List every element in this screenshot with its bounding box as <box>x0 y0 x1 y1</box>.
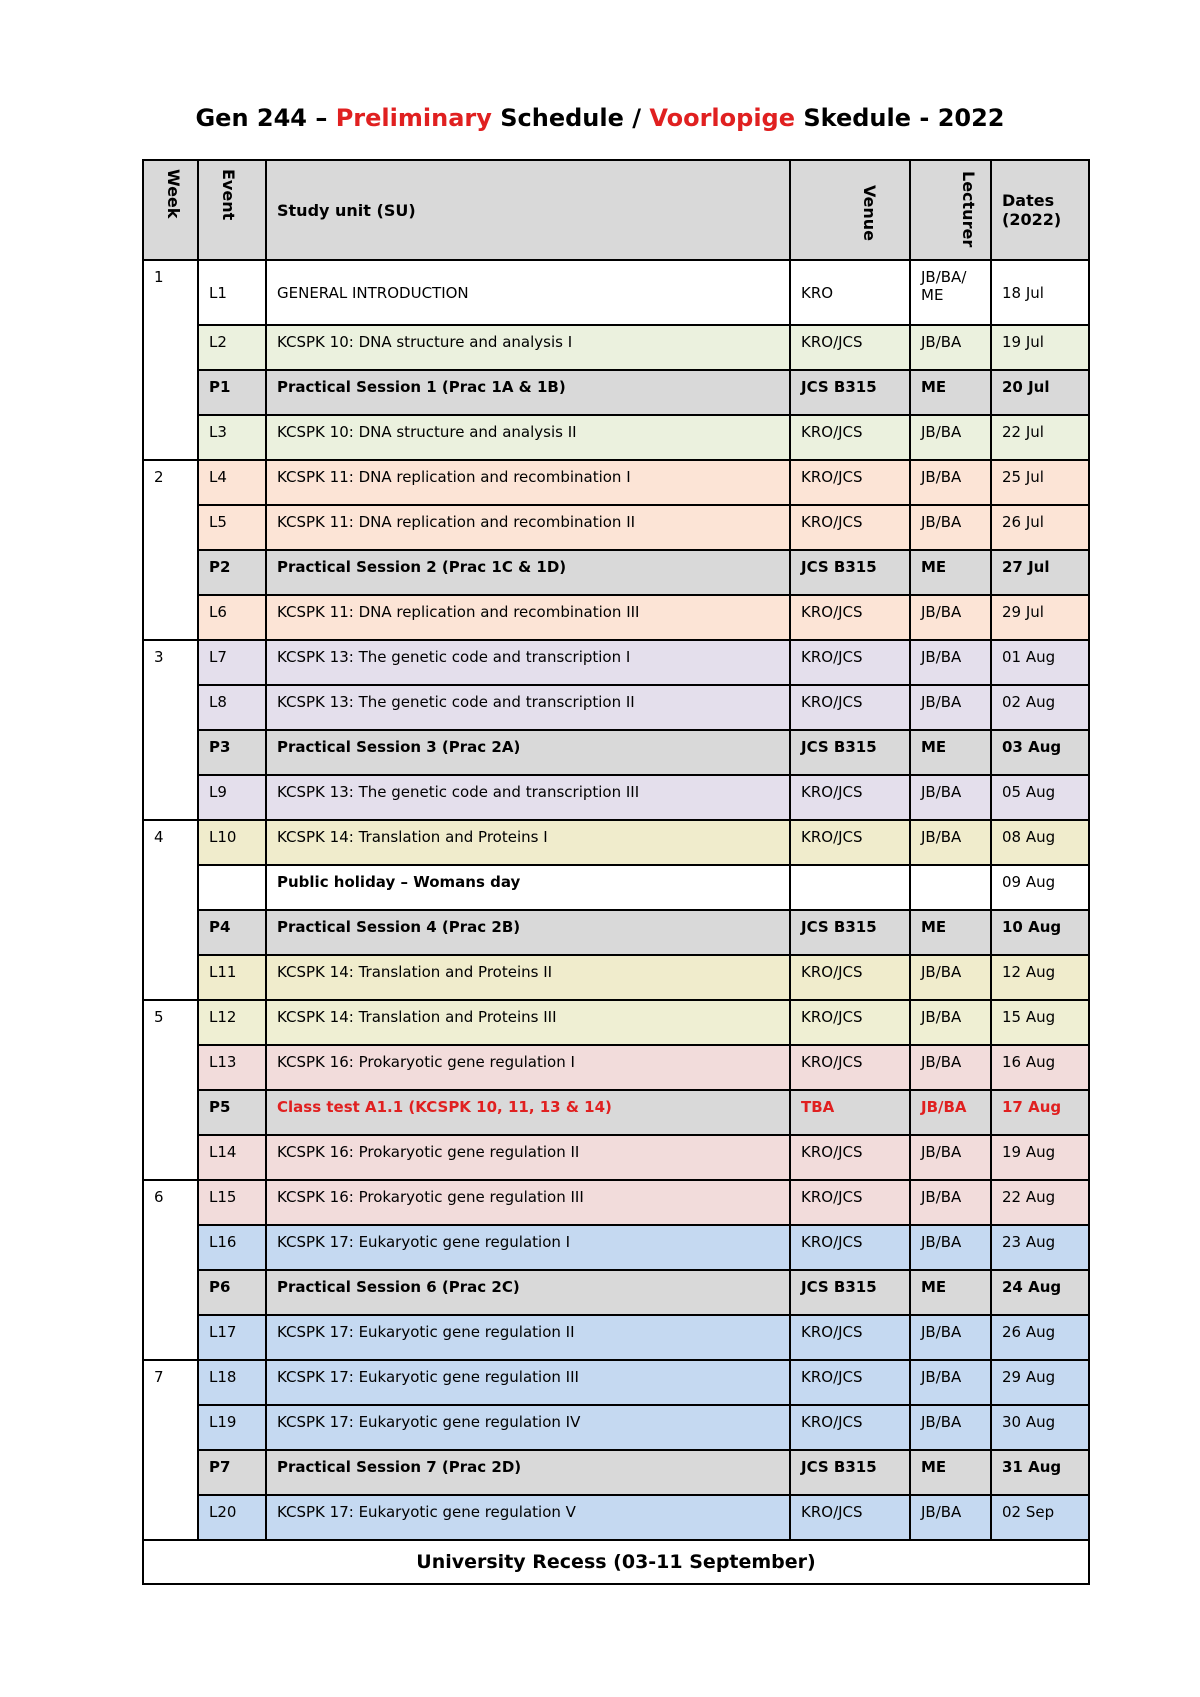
unit-cell: Practical Session 3 (Prac 2A) <box>266 730 790 775</box>
header-row <box>143 160 1089 260</box>
date-cell: 12 Aug <box>991 955 1089 1000</box>
event-cell: L14 <box>198 1135 266 1180</box>
unit-cell: Public holiday – Womans day <box>266 865 790 910</box>
unit-cell: Practical Session 4 (Prac 2B) <box>266 910 790 955</box>
unit-cell: KCSPK 17: Eukaryotic gene regulation I <box>266 1225 790 1270</box>
unit-cell: Class test A1.1 (KCSPK 10, 11, 13 & 14) <box>266 1090 790 1135</box>
event-cell: P1 <box>198 370 266 415</box>
week-cell: 1 <box>143 260 198 460</box>
lecturer-cell: JB/BA <box>910 775 991 820</box>
venue-cell: KRO/JCS <box>790 685 910 730</box>
venue-cell: KRO/JCS <box>790 1180 910 1225</box>
lecturer-cell: JB/BA <box>910 640 991 685</box>
venue-cell: JCS B315 <box>790 370 910 415</box>
event-cell: L13 <box>198 1045 266 1090</box>
table-row <box>143 865 1089 910</box>
date-cell: 22 Jul <box>991 415 1089 460</box>
unit-cell: KCSPK 10: DNA structure and analysis II <box>266 415 790 460</box>
venue-cell: JCS B315 <box>790 730 910 775</box>
lecturer-cell: JB/BA <box>910 1315 991 1360</box>
venue-cell: KRO/JCS <box>790 640 910 685</box>
event-cell: P3 <box>198 730 266 775</box>
date-cell: 10 Aug <box>991 910 1089 955</box>
schedule-table <box>142 159 1090 1585</box>
unit-cell: KCSPK 16: Prokaryotic gene regulation I <box>266 1045 790 1090</box>
unit-cell: KCSPK 16: Prokaryotic gene regulation II <box>266 1135 790 1180</box>
unit-cell: KCSPK 13: The genetic code and transcription II <box>266 685 790 730</box>
event-cell: P2 <box>198 550 266 595</box>
table-row <box>143 325 1089 370</box>
unit-cell: KCSPK 17: Eukaryotic gene regulation IV <box>266 1405 790 1450</box>
lecturer-cell: JB/BA <box>910 1495 991 1540</box>
date-cell: 17 Aug <box>991 1090 1089 1135</box>
header-lecturer: Lecturer <box>910 160 991 260</box>
date-cell: 31 Aug <box>991 1450 1089 1495</box>
table-row <box>143 1405 1089 1450</box>
venue-cell: KRO <box>790 260 910 325</box>
date-cell: 16 Aug <box>991 1045 1089 1090</box>
table-row <box>143 1270 1089 1315</box>
page-title <box>0 104 1200 132</box>
lecturer-cell: JB/BA <box>910 1090 991 1135</box>
date-cell: 19 Aug <box>991 1135 1089 1180</box>
unit-cell: Practical Session 6 (Prac 2C) <box>266 1270 790 1315</box>
table-row <box>143 820 1089 865</box>
event-cell: L6 <box>198 595 266 640</box>
table-row <box>143 1360 1089 1405</box>
venue-cell: KRO/JCS <box>790 955 910 1000</box>
event-cell: L20 <box>198 1495 266 1540</box>
event-cell: L4 <box>198 460 266 505</box>
event-cell: L10 <box>198 820 266 865</box>
date-cell: 01 Aug <box>991 640 1089 685</box>
lecturer-cell: ME <box>910 1450 991 1495</box>
venue-cell: JCS B315 <box>790 1270 910 1315</box>
recess-row <box>143 1540 1089 1584</box>
event-cell: L8 <box>198 685 266 730</box>
lecturer-cell: JB/BA <box>910 1000 991 1045</box>
venue-cell: KRO/JCS <box>790 1225 910 1270</box>
event-cell: L18 <box>198 1360 266 1405</box>
event-cell: P7 <box>198 1450 266 1495</box>
event-cell <box>198 865 266 910</box>
unit-cell: KCSPK 11: DNA replication and recombination II <box>266 505 790 550</box>
lecturer-cell: JB/BA <box>910 1405 991 1450</box>
lecturer-cell: JB/BA <box>910 685 991 730</box>
unit-cell: KCSPK 17: Eukaryotic gene regulation II <box>266 1315 790 1360</box>
week-cell: 2 <box>143 460 198 640</box>
table-row <box>143 1135 1089 1180</box>
table-row <box>143 550 1089 595</box>
lecturer-cell: JB/BA <box>910 1045 991 1090</box>
unit-cell: KCSPK 14: Translation and Proteins I <box>266 820 790 865</box>
date-cell: 24 Aug <box>991 1270 1089 1315</box>
header-study-unit: Study unit (SU) <box>266 160 790 260</box>
venue-cell: KRO/JCS <box>790 820 910 865</box>
venue-cell: KRO/JCS <box>790 415 910 460</box>
date-cell: 18 Jul <box>991 260 1089 325</box>
week-cell: 3 <box>143 640 198 820</box>
header-venue: Venue <box>790 160 910 260</box>
unit-cell: KCSPK 17: Eukaryotic gene regulation V <box>266 1495 790 1540</box>
table-row <box>143 370 1089 415</box>
event-cell: P6 <box>198 1270 266 1315</box>
table-row <box>143 730 1089 775</box>
table-row <box>143 1315 1089 1360</box>
event-cell: L16 <box>198 1225 266 1270</box>
venue-cell: KRO/JCS <box>790 1045 910 1090</box>
event-cell: L19 <box>198 1405 266 1450</box>
lecturer-cell: JB/BA <box>910 595 991 640</box>
event-cell: L9 <box>198 775 266 820</box>
title-mid: Schedule / <box>491 104 650 132</box>
unit-cell: KCSPK 17: Eukaryotic gene regulation III <box>266 1360 790 1405</box>
header-event: Event <box>198 160 266 260</box>
table-row <box>143 460 1089 505</box>
lecturer-cell: JB/BA/ ME <box>910 260 991 325</box>
date-cell: 26 Aug <box>991 1315 1089 1360</box>
event-cell: L12 <box>198 1000 266 1045</box>
lecturer-cell: ME <box>910 910 991 955</box>
date-cell: 27 Jul <box>991 550 1089 595</box>
table-row <box>143 955 1089 1000</box>
table-row <box>143 775 1089 820</box>
unit-cell: KCSPK 11: DNA replication and recombination III <box>266 595 790 640</box>
week-cell: 4 <box>143 820 198 1000</box>
table-row <box>143 1180 1089 1225</box>
header-dates: Dates (2022) <box>991 160 1089 260</box>
table-row <box>143 685 1089 730</box>
unit-cell: Practical Session 2 (Prac 1C & 1D) <box>266 550 790 595</box>
venue-cell: KRO/JCS <box>790 1495 910 1540</box>
table-row <box>143 640 1089 685</box>
venue-cell: JCS B315 <box>790 550 910 595</box>
event-cell: L17 <box>198 1315 266 1360</box>
venue-cell: TBA <box>790 1090 910 1135</box>
lecturer-cell: JB/BA <box>910 460 991 505</box>
date-cell: 30 Aug <box>991 1405 1089 1450</box>
lecturer-cell: JB/BA <box>910 1135 991 1180</box>
date-cell: 02 Aug <box>991 685 1089 730</box>
event-cell: L11 <box>198 955 266 1000</box>
unit-cell: KCSPK 14: Translation and Proteins III <box>266 1000 790 1045</box>
table-row <box>143 910 1089 955</box>
unit-cell: KCSPK 13: The genetic code and transcription I <box>266 640 790 685</box>
date-cell: 26 Jul <box>991 505 1089 550</box>
title-preliminary: Preliminary <box>335 104 492 132</box>
venue-cell: JCS B315 <box>790 910 910 955</box>
date-cell: 15 Aug <box>991 1000 1089 1045</box>
lecturer-cell: JB/BA <box>910 1225 991 1270</box>
date-cell: 03 Aug <box>991 730 1089 775</box>
date-cell: 23 Aug <box>991 1225 1089 1270</box>
event-cell: L7 <box>198 640 266 685</box>
venue-cell: JCS B315 <box>790 1450 910 1495</box>
lecturer-cell: JB/BA <box>910 325 991 370</box>
venue-cell: KRO/JCS <box>790 325 910 370</box>
week-cell: 6 <box>143 1180 198 1360</box>
date-cell: 08 Aug <box>991 820 1089 865</box>
unit-cell: KCSPK 11: DNA replication and recombination I <box>266 460 790 505</box>
venue-cell: KRO/JCS <box>790 505 910 550</box>
title-prefix: Gen 244 – <box>195 104 336 132</box>
lecturer-cell: JB/BA <box>910 505 991 550</box>
lecturer-cell: JB/BA <box>910 955 991 1000</box>
venue-cell: KRO/JCS <box>790 1360 910 1405</box>
title-voorlopige: Voorlopige <box>649 104 796 132</box>
table-row <box>143 415 1089 460</box>
header-week: Week <box>143 160 198 260</box>
lecturer-cell: ME <box>910 370 991 415</box>
lecturer-cell: JB/BA <box>910 415 991 460</box>
table-row <box>143 505 1089 550</box>
date-cell: 02 Sep <box>991 1495 1089 1540</box>
week-cell: 7 <box>143 1360 198 1540</box>
venue-cell: KRO/JCS <box>790 1000 910 1045</box>
lecturer-cell: JB/BA <box>910 1180 991 1225</box>
event-cell: L1 <box>198 260 266 325</box>
date-cell: 22 Aug <box>991 1180 1089 1225</box>
table-row <box>143 1495 1089 1540</box>
lecturer-cell: ME <box>910 730 991 775</box>
unit-cell: KCSPK 14: Translation and Proteins II <box>266 955 790 1000</box>
event-cell: P5 <box>198 1090 266 1135</box>
table-row <box>143 595 1089 640</box>
table-row <box>143 260 1089 325</box>
unit-cell: KCSPK 16: Prokaryotic gene regulation III <box>266 1180 790 1225</box>
venue-cell: KRO/JCS <box>790 460 910 505</box>
lecturer-cell: JB/BA <box>910 1360 991 1405</box>
unit-cell: KCSPK 13: The genetic code and transcription III <box>266 775 790 820</box>
event-cell: L3 <box>198 415 266 460</box>
table-row <box>143 1090 1089 1135</box>
venue-cell: KRO/JCS <box>790 1135 910 1180</box>
venue-cell: KRO/JCS <box>790 1315 910 1360</box>
lecturer-cell: ME <box>910 1270 991 1315</box>
venue-cell: KRO/JCS <box>790 775 910 820</box>
recess-cell: University Recess (03-11 September) <box>143 1540 1089 1584</box>
unit-cell: KCSPK 10: DNA structure and analysis I <box>266 325 790 370</box>
date-cell: 29 Aug <box>991 1360 1089 1405</box>
table-row <box>143 1000 1089 1045</box>
venue-cell <box>790 865 910 910</box>
lecturer-cell <box>910 865 991 910</box>
unit-cell: Practical Session 7 (Prac 2D) <box>266 1450 790 1495</box>
title-suffix: Skedule - 2022 <box>795 104 1005 132</box>
lecturer-cell: ME <box>910 550 991 595</box>
date-cell: 05 Aug <box>991 775 1089 820</box>
venue-cell: KRO/JCS <box>790 1405 910 1450</box>
event-cell: L15 <box>198 1180 266 1225</box>
date-cell: 09 Aug <box>991 865 1089 910</box>
lecturer-cell: JB/BA <box>910 820 991 865</box>
date-cell: 20 Jul <box>991 370 1089 415</box>
table-row <box>143 1450 1089 1495</box>
table-row <box>143 1045 1089 1090</box>
date-cell: 25 Jul <box>991 460 1089 505</box>
unit-cell: Practical Session 1 (Prac 1A & 1B) <box>266 370 790 415</box>
event-cell: L2 <box>198 325 266 370</box>
event-cell: L5 <box>198 505 266 550</box>
date-cell: 19 Jul <box>991 325 1089 370</box>
venue-cell: KRO/JCS <box>790 595 910 640</box>
table-row <box>143 1225 1089 1270</box>
unit-cell: GENERAL INTRODUCTION <box>266 260 790 325</box>
week-cell: 5 <box>143 1000 198 1180</box>
date-cell: 29 Jul <box>991 595 1089 640</box>
event-cell: P4 <box>198 910 266 955</box>
